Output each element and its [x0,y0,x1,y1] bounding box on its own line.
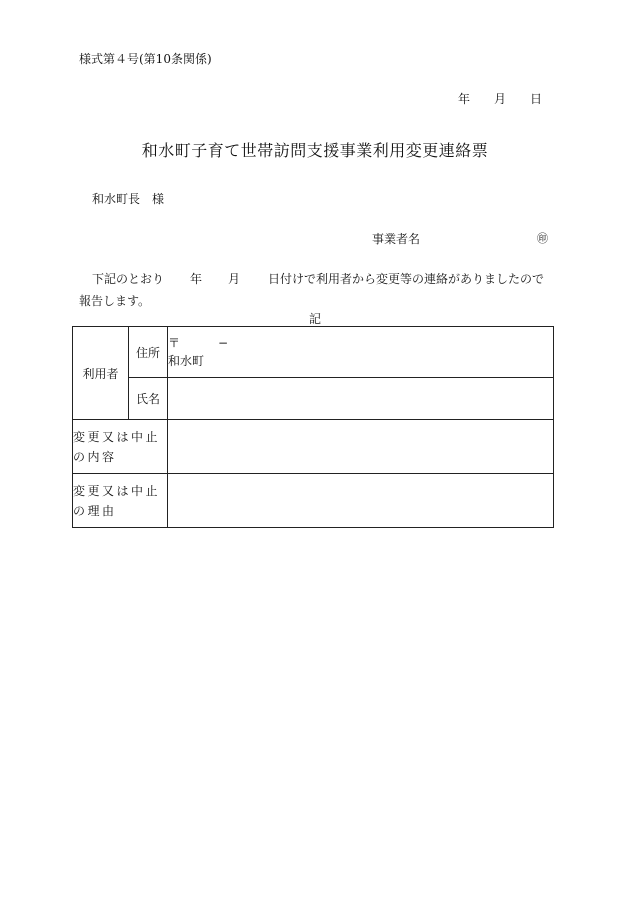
reason-label-line1: 変更又は中止 [73,483,161,498]
change-label-line2: の内容 [73,449,117,464]
report-statement [79,268,555,312]
table-row [73,327,554,378]
provider-name-label: 事業者名 [372,232,421,246]
addressee [92,190,164,207]
date-month: 月 [494,92,507,106]
form-number: 様式第４号(第10条関係) [79,52,212,66]
address-field[interactable] [168,327,554,378]
table-row [73,378,554,420]
town-name: 和水町 [168,354,205,368]
seal-mark: ㊞ [537,232,548,245]
report-table [72,326,554,528]
addressee-name: 和水町長 [92,192,141,206]
change-reason-label [73,474,168,528]
date-line [458,90,542,107]
change-label-line1: 変更又は中止 [73,429,161,444]
name-label: 氏名 [129,378,168,420]
statement-year: 年 [190,272,203,286]
date-day: 日 [530,92,543,106]
table-row [73,474,554,528]
statement-month: 月 [228,272,241,286]
statement-part2: 日付けで利用者から変更等の連絡がありましたので報告します。 [79,272,545,308]
name-field[interactable] [168,378,554,420]
date-year: 年 [458,92,471,106]
postal-dash: − [218,336,229,350]
addressee-honorific: 様 [152,192,165,206]
ki-heading: 記 [308,312,321,326]
reason-label-line2: の理由 [73,503,117,518]
user-label: 利用者 [73,327,129,420]
postal-code [168,334,553,352]
address-label: 住所 [129,327,168,378]
change-content-label [73,420,168,474]
table-row [73,420,554,474]
postal-mark: 〒 [168,336,181,350]
document-title: 和水町子育て世帯訪問支援事業利用変更連絡票 [141,141,489,160]
change-content-field[interactable] [168,420,554,474]
change-reason-field[interactable] [168,474,554,528]
statement-part1: 下記のとおり [92,272,165,286]
